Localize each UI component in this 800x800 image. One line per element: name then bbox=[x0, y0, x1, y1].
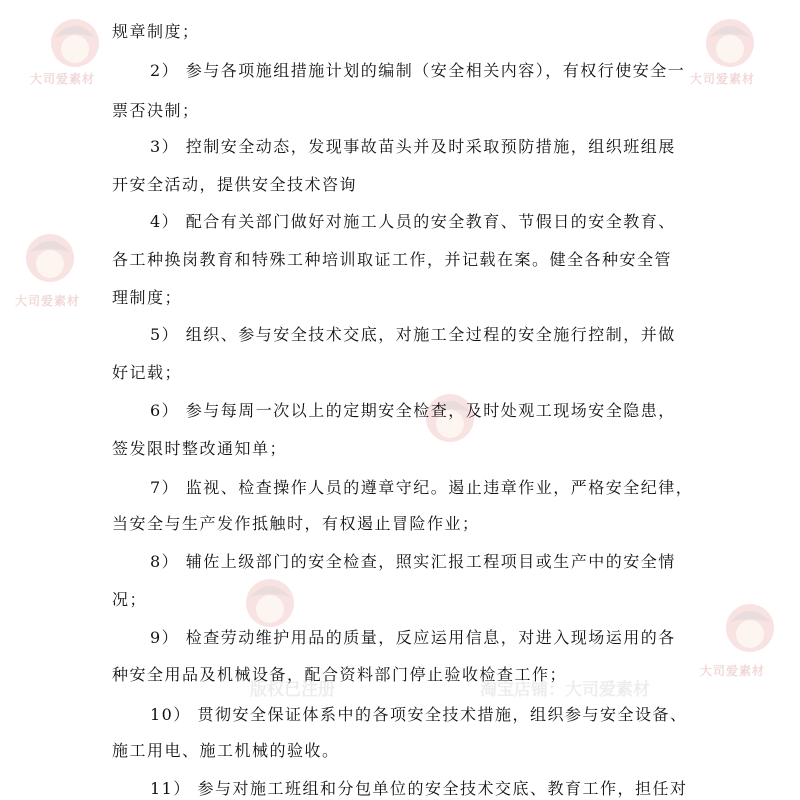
watermark-brand: 大司爱素材 bbox=[690, 72, 756, 86]
text-line: 3） 控制安全动态，发现事故苗头并及时采取预防措施，组织班组展 bbox=[150, 137, 676, 156]
text-line: 签发限时整改通知单； bbox=[112, 439, 288, 458]
text-line: 5） 组织、参与安全技术交底，对施工全过程的安全施行控制，并做 bbox=[150, 325, 676, 344]
text-line: 况； bbox=[112, 590, 148, 609]
text-line: 8） 辅佐上级部门的安全检查，照实汇报工程项目或生产中的安全情 bbox=[150, 552, 676, 571]
watermark-brand: 大司爱素材 bbox=[15, 294, 81, 308]
watermark-logo-icon bbox=[700, 15, 760, 85]
watermark-copyright: 版权已注册 bbox=[250, 680, 335, 700]
watermark-logo-icon bbox=[45, 15, 105, 85]
text-line: 票否决制； bbox=[112, 101, 200, 120]
watermark-brand: 大司爱素材 bbox=[700, 664, 766, 678]
text-line: 11） 参与对施工班组和分包单位的安全技术交底、教育工作，担任对 bbox=[150, 779, 688, 798]
text-line: 6） 参与每周一次以上的定期安全检查，及时处观工现场安全隐患， bbox=[150, 401, 676, 420]
watermark-logo-icon bbox=[20, 230, 80, 300]
text-line: 9） 检查劳动维护用品的质量，反应运用信息，对进入现场运用的各 bbox=[150, 628, 676, 647]
text-line: 理制度； bbox=[112, 288, 183, 307]
text-line: 7） 监视、检查操作人员的遵章守纪。遏止违章作业，严格安全纪律， bbox=[150, 478, 694, 497]
text-line: 2） 参与各项施组措施计划的编制（安全相关内容），有权行使安全一 bbox=[150, 61, 686, 80]
text-line: 4） 配合有关部门做好对施工人员的安全教育、节假日的安全教育、 bbox=[150, 212, 676, 231]
text-line: 规章制度； bbox=[112, 22, 200, 41]
watermark-brand: 大司爱素材 bbox=[30, 72, 96, 86]
text-line: 开安全活动，提供安全技术咨询 bbox=[112, 175, 358, 194]
text-line: 当安全与生产发作抵触时，有权遏止冒险作业； bbox=[112, 514, 480, 533]
text-line: 种安全用品及机械设备，配合资料部门停止验收检查工作； bbox=[112, 665, 568, 684]
watermark-shop: 淘宝店铺：大司爱素材 bbox=[480, 680, 650, 700]
text-line: 各工种换岗教育和特殊工种培训取证工作，并记载在案。健全各种安全管 bbox=[112, 250, 673, 269]
text-line: 10） 贯彻安全保证体系中的各项安全技术措施，组织参与安全设备、 bbox=[150, 705, 688, 724]
watermark-logo-icon bbox=[720, 600, 780, 670]
text-line: 好记载； bbox=[112, 363, 183, 382]
text-line: 施工用电、施工机械的验收。 bbox=[112, 741, 340, 760]
